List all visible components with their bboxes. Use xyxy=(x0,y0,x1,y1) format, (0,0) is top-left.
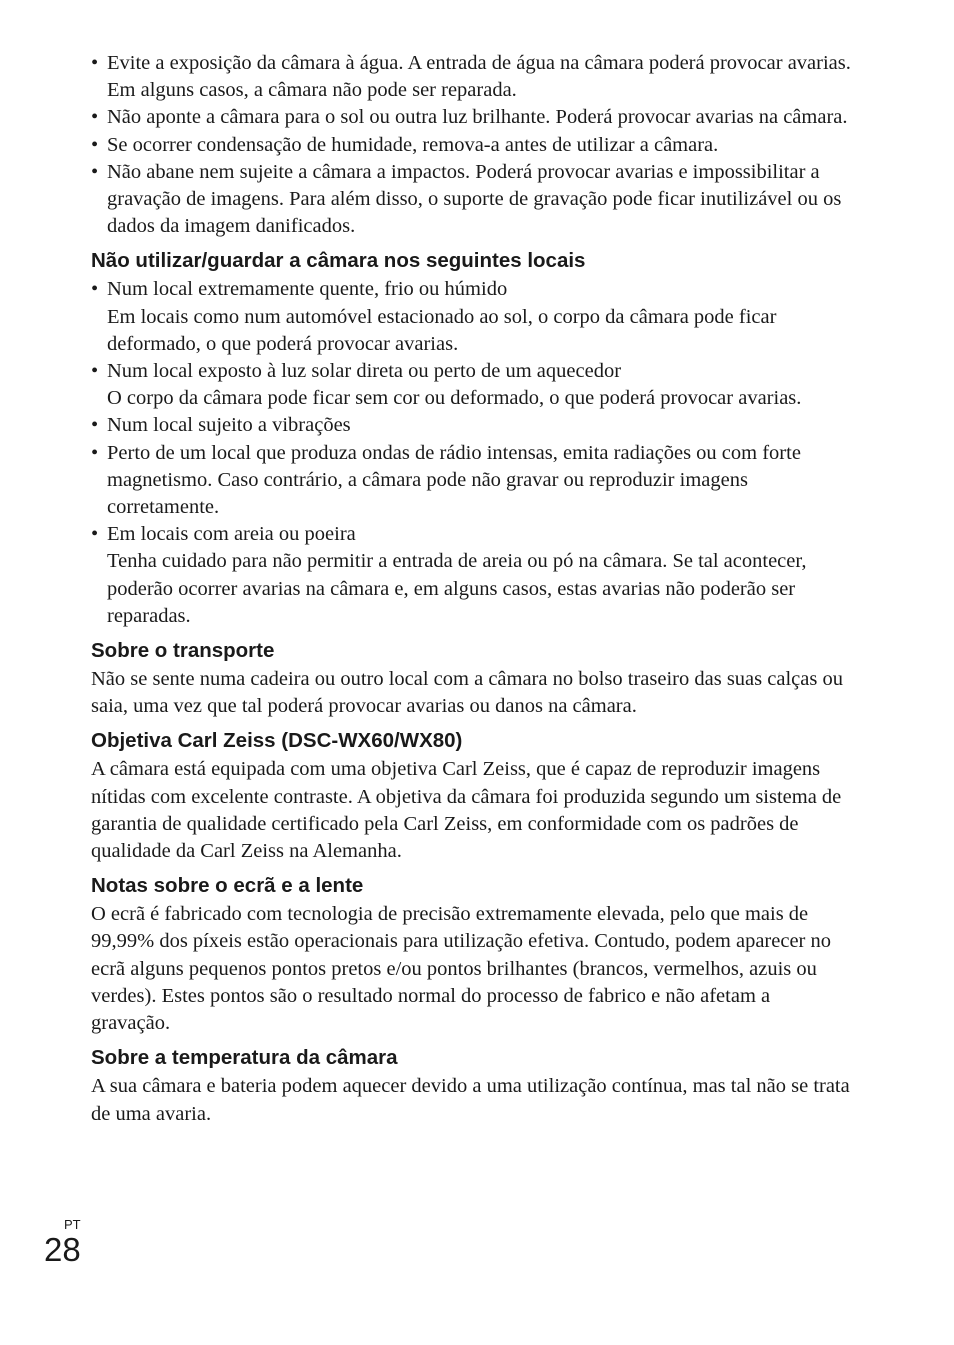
list-item-title: Num local extremamente quente, frio ou húmido xyxy=(107,278,508,301)
bullet-icon: • xyxy=(91,414,99,437)
section-heading-locais: Não utilizar/guardar a câmara nos seguintes locais xyxy=(91,249,586,273)
list-item xyxy=(91,104,851,131)
section-heading-ecra: Notas sobre o ecrã e a lente xyxy=(91,874,364,898)
section-body-temperatura: A sua câmara e bateria podem aquecer devido a uma utilização contínua, mas tal não se trata de uma avaria. xyxy=(91,1075,850,1125)
list-item xyxy=(91,276,851,358)
list-item xyxy=(91,132,851,159)
section-body-objetiva: A câmara está equipada com uma objetiva Carl Zeiss, que é capaz de reproduzir imagens nítidas com excelente contraste. A objetiva da câmara foi produzida segundo um sistema de garantia de qualidade certificado pela Carl Zeiss, em conformidade com os padrões de qualidade da Carl Zeiss na Alemanha. xyxy=(91,758,842,863)
page-content xyxy=(91,50,851,1128)
list-item xyxy=(91,521,851,630)
bullet-icon: • xyxy=(91,133,99,156)
list-item xyxy=(91,412,851,439)
list-item xyxy=(91,358,851,412)
locais-bullet-list xyxy=(91,276,851,630)
list-item-text: Não abane nem sujeite a câmara a impactos. Poderá provocar avarias e impossibilitar a gravação de imagens. Para além disso, o suporte de gravação pode ficar inutilizável ou os dados da imagem danificados. xyxy=(107,160,842,238)
section-heading-transporte: Sobre o transporte xyxy=(91,639,275,663)
list-item xyxy=(91,159,851,241)
intro-bullet-list xyxy=(91,50,851,240)
bullet-icon: • xyxy=(91,278,99,301)
list-item-text: Se ocorrer condensação de humidade, remova-a antes de utilizar a câmara. xyxy=(107,133,719,156)
list-item xyxy=(91,440,851,522)
list-item-detail: Em locais como num automóvel estacionado ao sol, o corpo da câmara pode ficar deformado, o que poderá provocar avarias. xyxy=(107,305,777,355)
list-item-title: Num local exposto à luz solar direta ou perto de um aquecedor xyxy=(107,360,622,383)
list-item xyxy=(91,50,851,104)
section-body-ecra: O ecrã é fabricado com tecnologia de precisão extremamente elevada, pelo que mais de 99,99% dos píxeis estão operacionais para utilização efetiva. Contudo, podem aparecer no ecrã alguns pequenos pontos pretos e/ou pontos brilhantes (brancos, vermelhos, azuis ou verdes). Estes pontos são o resultado normal do processo de fabrico e não afetam a gravação. xyxy=(91,903,832,1035)
list-item-detail: Tenha cuidado para não permitir a entrada de areia ou pó na câmara. Se tal acontecer, poderão ocorrer avarias na câmara e, em alguns casos, estas avarias não poderão ser reparadas. xyxy=(107,550,807,627)
list-item-title: Perto de um local que produza ondas de rádio intensas, emita radiações ou com forte magnetismo. Caso contrário, a câmara pode não gravar ou reproduzir imagens corretamente. xyxy=(107,441,801,519)
section-heading-temperatura: Sobre a temperatura da câmara xyxy=(91,1046,398,1070)
list-item-text: Evite a exposição da câmara à água. A entrada de água na câmara poderá provocar avarias. Em alguns casos, a câmara não pode ser reparada. xyxy=(107,52,851,102)
page-footer xyxy=(44,1218,81,1268)
language-code: PT xyxy=(64,1217,81,1232)
list-item-detail: O corpo da câmara pode ficar sem cor ou deformado, o que poderá provocar avarias. xyxy=(107,387,802,410)
page-number: 28 xyxy=(44,1231,81,1268)
list-item-text: Não aponte a câmara para o sol ou outra luz brilhante. Poderá provocar avarias na câmara. xyxy=(107,106,848,129)
bullet-icon: • xyxy=(91,441,99,464)
bullet-icon: • xyxy=(91,52,99,74)
bullet-icon: • xyxy=(91,523,99,546)
section-heading-objetiva: Objetiva Carl Zeiss (DSC-WX60/WX80) xyxy=(91,729,463,753)
list-item-title: Num local sujeito a vibrações xyxy=(107,414,351,437)
bullet-icon: • xyxy=(91,106,99,129)
section-body-transporte: Não se sente numa cadeira ou outro local com a câmara no bolso traseiro das suas calças ou saia, uma vez que tal poderá provocar avarias ou danos na câmara. xyxy=(91,668,843,718)
bullet-icon: • xyxy=(91,360,99,383)
bullet-icon: • xyxy=(91,160,99,183)
list-item-title: Em locais com areia ou poeira xyxy=(107,523,356,546)
